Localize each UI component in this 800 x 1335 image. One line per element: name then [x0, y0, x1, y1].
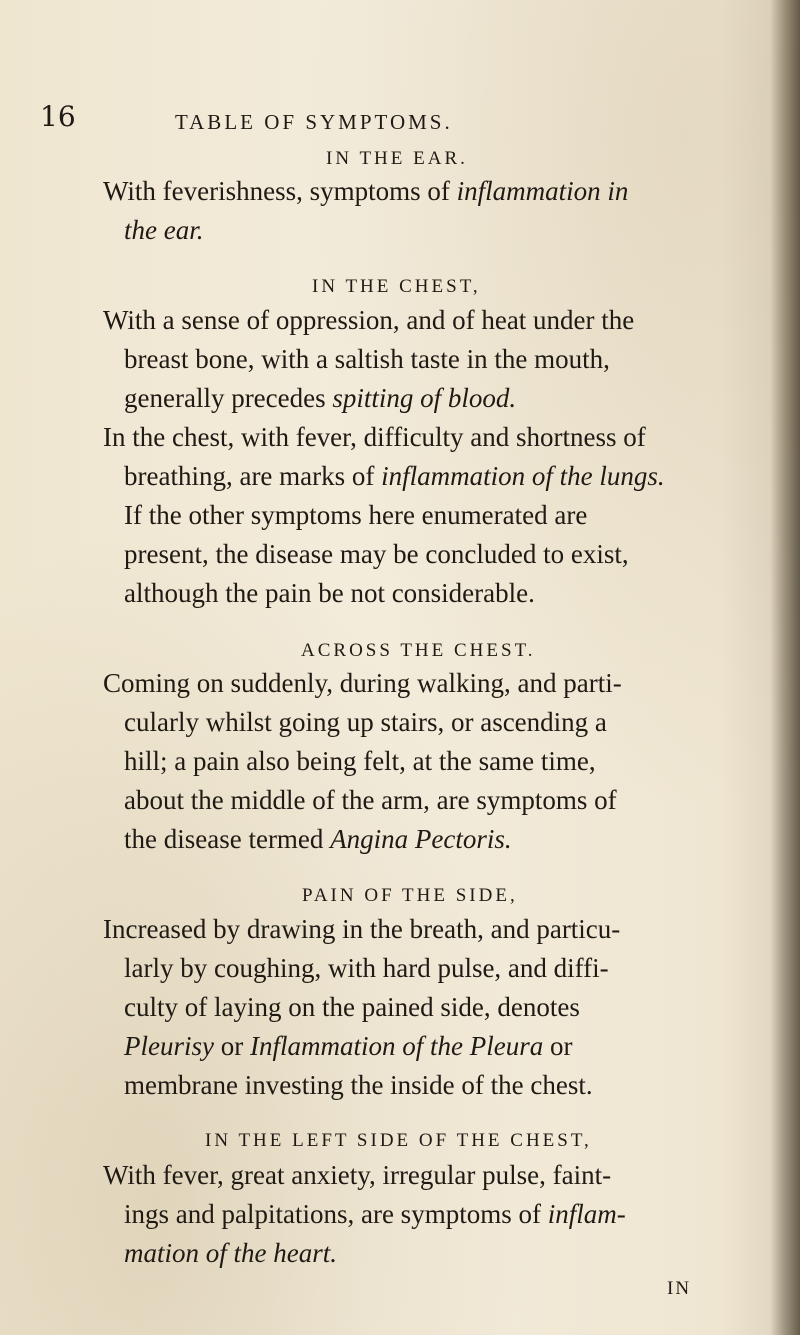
italic-text: Inflammation of the Pleura: [249, 1031, 544, 1061]
text-line: [124, 496, 587, 535]
text-line: [124, 742, 596, 781]
text-line: [124, 457, 665, 496]
text-run: hill; a pain also being felt, at the same time,: [124, 746, 596, 776]
text-line: [103, 664, 622, 703]
italic-text: spitting of blood.: [332, 383, 517, 413]
text-run: With fever, great anxiety, irregular pulse, faint-: [103, 1160, 612, 1190]
italic-text: Angina Pectoris.: [330, 824, 512, 854]
text-line: [124, 820, 512, 859]
text-line: [124, 1195, 626, 1234]
text-line: [124, 703, 607, 742]
text-line: [103, 418, 646, 457]
text-run: present, the disease may be concluded to exist,: [124, 539, 629, 569]
text-line: [103, 910, 620, 949]
text-run: larly by coughing, with hard pulse, and diffi-: [124, 953, 609, 983]
section-heading-left-side-chest: IN THE LEFT SIDE OF THE CHEST,: [205, 1130, 592, 1151]
text-run: or: [213, 1031, 250, 1061]
section-heading-across-chest: ACROSS THE CHEST.: [301, 640, 536, 661]
italic-text: mation of the heart.: [124, 1238, 337, 1268]
text-line: [124, 574, 535, 613]
text-line: [124, 949, 609, 988]
text-run: Increased by drawing in the breath, and particu-: [103, 914, 621, 944]
text-line: [124, 988, 580, 1027]
text-line: [103, 301, 634, 340]
text-run: membrane investing the inside of the chest.: [124, 1070, 593, 1100]
text-line: [124, 340, 610, 379]
text-run: although the pain be not considerable.: [124, 578, 535, 608]
italic-text: inflammation of the lungs.: [381, 461, 665, 491]
text-run: With feverishness, symptoms of: [103, 176, 457, 206]
italic-text: inflam-: [547, 1199, 626, 1229]
page-number: 16: [40, 100, 76, 133]
text-line: [124, 781, 617, 820]
text-run: If the other symptoms here enumerated are: [124, 500, 588, 530]
text-line: [124, 1066, 593, 1105]
text-run: In the chest, with fever, difficulty and shortness of: [103, 422, 646, 452]
text-run: the disease termed: [124, 824, 331, 854]
italic-text: Pleurisy: [124, 1031, 214, 1061]
section-heading-chest: IN THE CHEST,: [312, 276, 481, 297]
section-heading-pain-side: PAIN OF THE SIDE,: [302, 885, 518, 906]
text-run: or: [543, 1031, 573, 1061]
text-run: generally precedes: [124, 383, 333, 413]
italic-text: the ear.: [124, 215, 204, 245]
text-run: breathing, are marks of: [124, 461, 382, 491]
text-run: about the middle of the arm, are symptoms of: [124, 785, 617, 815]
italic-text: inflammation in: [456, 176, 629, 206]
text-line: [103, 172, 628, 211]
text-line: [124, 211, 203, 250]
text-run: culty of laying on the pained side, denotes: [124, 992, 580, 1022]
running-header: [40, 100, 740, 140]
text-line: [124, 379, 516, 418]
running-title: TABLE OF SYMPTOMS.: [175, 110, 453, 134]
text-line: [103, 1156, 611, 1195]
text-line: [124, 535, 629, 574]
text-run: cularly whilst going up stairs, or ascending a: [124, 707, 607, 737]
section-heading-ear: IN THE EAR.: [326, 148, 468, 169]
text-run: breast bone, with a saltish taste in the mouth,: [124, 344, 610, 374]
text-line: [124, 1234, 337, 1273]
page-gutter-shadow: [770, 0, 800, 1335]
text-run: ings and palpitations, are symptoms of: [124, 1199, 548, 1229]
text-line: [124, 1027, 572, 1066]
text-run: With a sense of oppression, and of heat under the: [103, 305, 635, 335]
text-run: Coming on suddenly, during walking, and parti-: [103, 668, 622, 698]
catchword: IN: [667, 1278, 692, 1299]
